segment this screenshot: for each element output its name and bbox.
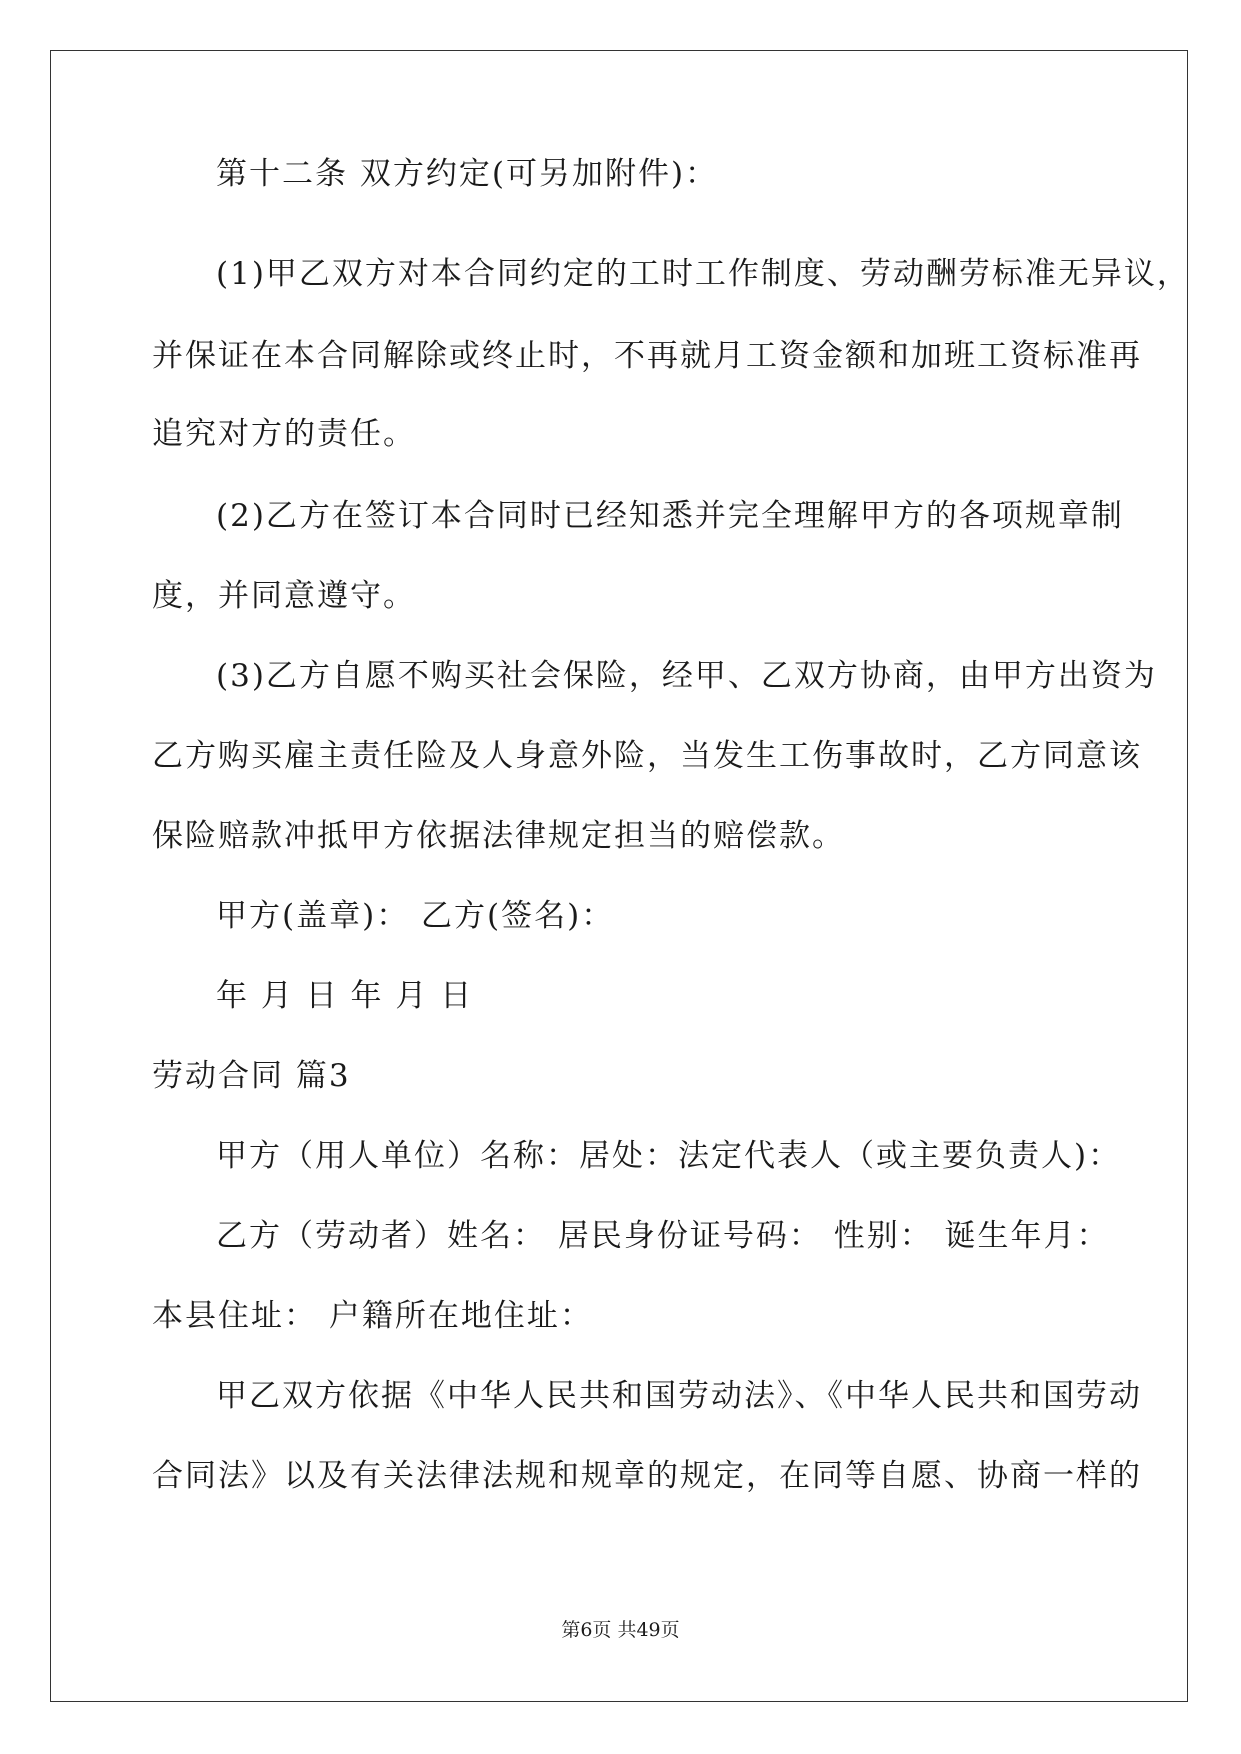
text-line: 追究对方的责任。 bbox=[152, 416, 416, 452]
text-line: (3)乙方自愿不购买社会保险，经甲、乙双方协商，由甲方出资为 bbox=[216, 658, 1157, 694]
text-line: 乙方（劳动者）姓名： 居民身份证号码： 性别： 诞生年月： bbox=[216, 1218, 1110, 1254]
text-line: 甲乙双方依据《中华人民共和国劳动法》、《中华人民共和国劳动 bbox=[216, 1378, 1142, 1414]
text-line: 乙方购买雇主责任险及人身意外险，当发生工伤事故时，乙方同意该 bbox=[152, 738, 1142, 774]
text-line: 本县住址： 户籍所在地住址： bbox=[152, 1298, 593, 1334]
text-line: 度，并同意遵守。 bbox=[152, 578, 416, 614]
text-line: 甲方（用人单位）名称：居处：法定代表人（或主要负责人)： bbox=[216, 1138, 1122, 1174]
date-line: 年 月 日 年 月 日 bbox=[216, 978, 474, 1014]
section-heading: 劳动合同 篇3 bbox=[152, 1058, 351, 1094]
text-line: 合同法》以及有关法律法规和规章的规定，在同等自愿、协商一样的 bbox=[152, 1458, 1142, 1494]
text-line: (2)乙方在签订本合同时已经知悉并完全理解甲方的各项规章制 bbox=[216, 498, 1124, 534]
signature-line: 甲方(盖章)： 乙方(签名)： bbox=[216, 898, 615, 934]
page-border bbox=[50, 50, 1188, 1702]
text-line: (1)甲乙双方对本合同约定的工时工作制度、劳动酬劳标准无异议， bbox=[216, 256, 1190, 292]
text-line: 第十二条 双方约定(可另加附件)： bbox=[216, 156, 719, 192]
page-number-footer: 第6页 共49页 bbox=[561, 1619, 680, 1641]
text-line: 保险赔款冲抵甲方依据法律规定担当的赔偿款。 bbox=[152, 818, 845, 854]
text-line: 并保证在本合同解除或终止时，不再就月工资金额和加班工资标准再 bbox=[152, 338, 1142, 374]
